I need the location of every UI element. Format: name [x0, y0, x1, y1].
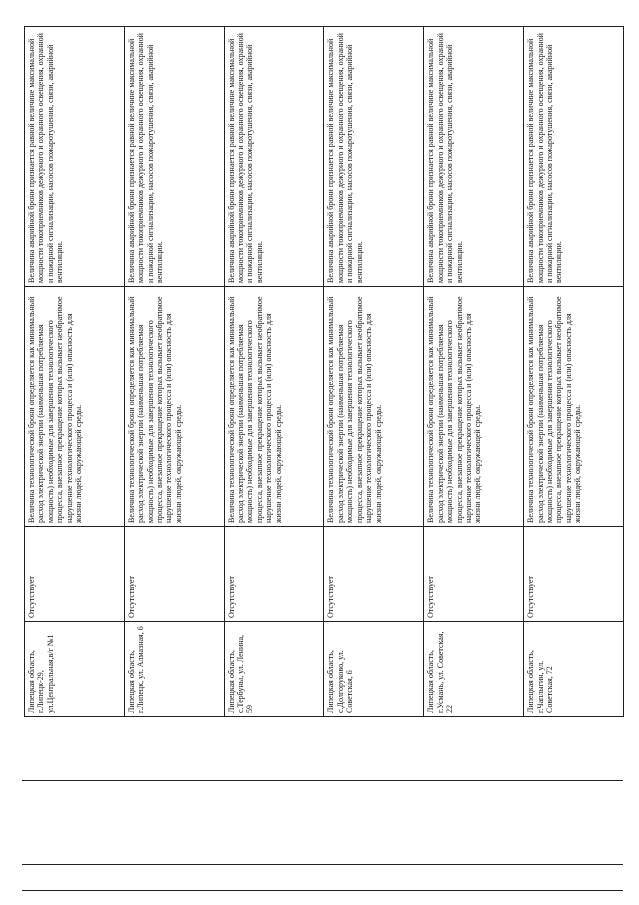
info-cell: Отсутствует [524, 527, 624, 622]
tech-reserve-cell: Величина технологической брони определяется как минимальный расход электрической энергии (наименьшая потребляемая мощность) необходимые для завершения технологического процесса, внезапное прекращение которых вызывает необратимое нарушение технологического процесса и (или) опасность для жизни людей, окружающей среды. [424, 287, 524, 527]
rotated-table-wrapper [24, 27, 624, 717]
divider-line [22, 890, 623, 891]
info-cell: Отсутствует [124, 527, 224, 622]
address-cell: Липецкая область, с.Долгоруково, ул. Советская, 6 [324, 622, 424, 717]
emergency-reserve-cell: Величина аварийной брони признается равной величине максимальной мощности токоприемников дежурного и охранного освещения, охранной и пожарной сигнализации, насосов пожаротушения, связи, аварийной вентиляции. [324, 27, 424, 287]
address-cell: Липецкая область, г.Липецк-29, ул.Центральная,в/г №1 [25, 622, 125, 717]
table-row [324, 27, 424, 717]
emergency-reserve-cell: Величина аварийной брони признается равной величине максимальной мощности токоприемников дежурного и охранного освещения, охранной и пожарной сигнализации, насосов пожаротушения, связи, аварийной вентиляции. [25, 27, 125, 287]
emergency-reserve-cell: Величина аварийной брони признается равной величине максимальной мощности токоприемников дежурного и охранного освещения, охранной и пожарной сигнализации, насосов пожаротушения, связи, аварийной вентиляции. [124, 27, 224, 287]
address-cell: Липецкая область, г.Липецк, ул. Алмазная, 6 [124, 622, 224, 717]
address-cell: Липецкая область, г.Усмань, ул. Советская, 22 [424, 622, 524, 717]
tech-reserve-cell: Величина технологической брони определяется как минимальный расход электрической энергии (наименьшая потребляемая мощность) необходимые для завершения технологического процесса, внезапное прекращение которых вызывает необратимое нарушение технологического процесса и (или) опасность для жизни людей, окружающей среды. [224, 287, 324, 527]
tech-reserve-cell: Величина технологической брони определяется как минимальный расход электрической энергии (наименьшая потребляемая мощность) необходимые для завершения технологического процесса, внезапное прекращение которых вызывает необратимое нарушение технологического процесса и (или) опасность для жизни людей, окружающей среды. [324, 287, 424, 527]
tech-reserve-cell: Величина технологической брони определяется как минимальный расход электрической энергии (наименьшая потребляемая мощность) необходимые для завершения технологического процесса, внезапное прекращение которых вызывает необратимое нарушение технологического процесса и (или) опасность для жизни людей, окружающей среды. [524, 287, 624, 527]
emergency-reserve-cell: Величина аварийной брони признается равной величине максимальной мощности токоприемников дежурного и охранного освещения, охранной и пожарной сигнализации, насосов пожаротушения, связи, аварийной вентиляции. [224, 27, 324, 287]
divider-line [22, 864, 623, 865]
info-cell: Отсутствует [424, 527, 524, 622]
table-row [25, 27, 125, 717]
tech-reserve-cell: Величина технологической брони определяется как минимальный расход электрической энергии (наименьшая потребляемая мощность) необходимые для завершения технологического процесса, внезапное прекращение которых вызывает необратимое нарушение технологического процесса и (или) опасность для жизни людей, окружающей среды. [25, 287, 125, 527]
tech-reserve-cell: Величина технологической брони определяется как минимальный расход электрической энергии (наименьшая потребляемая мощность) необходимые для завершения технологического процесса, внезапное прекращение которых вызывает необратимое нарушение технологического процесса и (или) опасность для жизни людей, окружающей среды. [124, 287, 224, 527]
table-row [224, 27, 324, 717]
info-cell: Отсутствует [25, 527, 125, 622]
table-row [424, 27, 524, 717]
info-cell: Отсутствует [324, 527, 424, 622]
info-cell: Отсутствует [224, 527, 324, 622]
address-cell: Липецкая область, г.Чаплыгин, ул. Советская, 72 [524, 622, 624, 717]
address-cell: Липецкая область, с.Тербуны, ул. Ленина, 59 [224, 622, 324, 717]
emergency-reserve-cell: Величина аварийной брони признается равной величине максимальной мощности токоприемников дежурного и охранного освещения, охранной и пожарной сигнализации, насосов пожаротушения, связи, аварийной вентиляции. [424, 27, 524, 287]
table-row [124, 27, 224, 717]
emergency-reserve-cell: Величина аварийной брони признается равной величине максимальной мощности токоприемников дежурного и охранного освещения, охранной и пожарной сигнализации, насосов пожаротушения, связи, аварийной вентиляции. [524, 27, 624, 287]
divider-line [22, 780, 623, 781]
table-row [524, 27, 624, 717]
reserve-table [24, 26, 624, 717]
